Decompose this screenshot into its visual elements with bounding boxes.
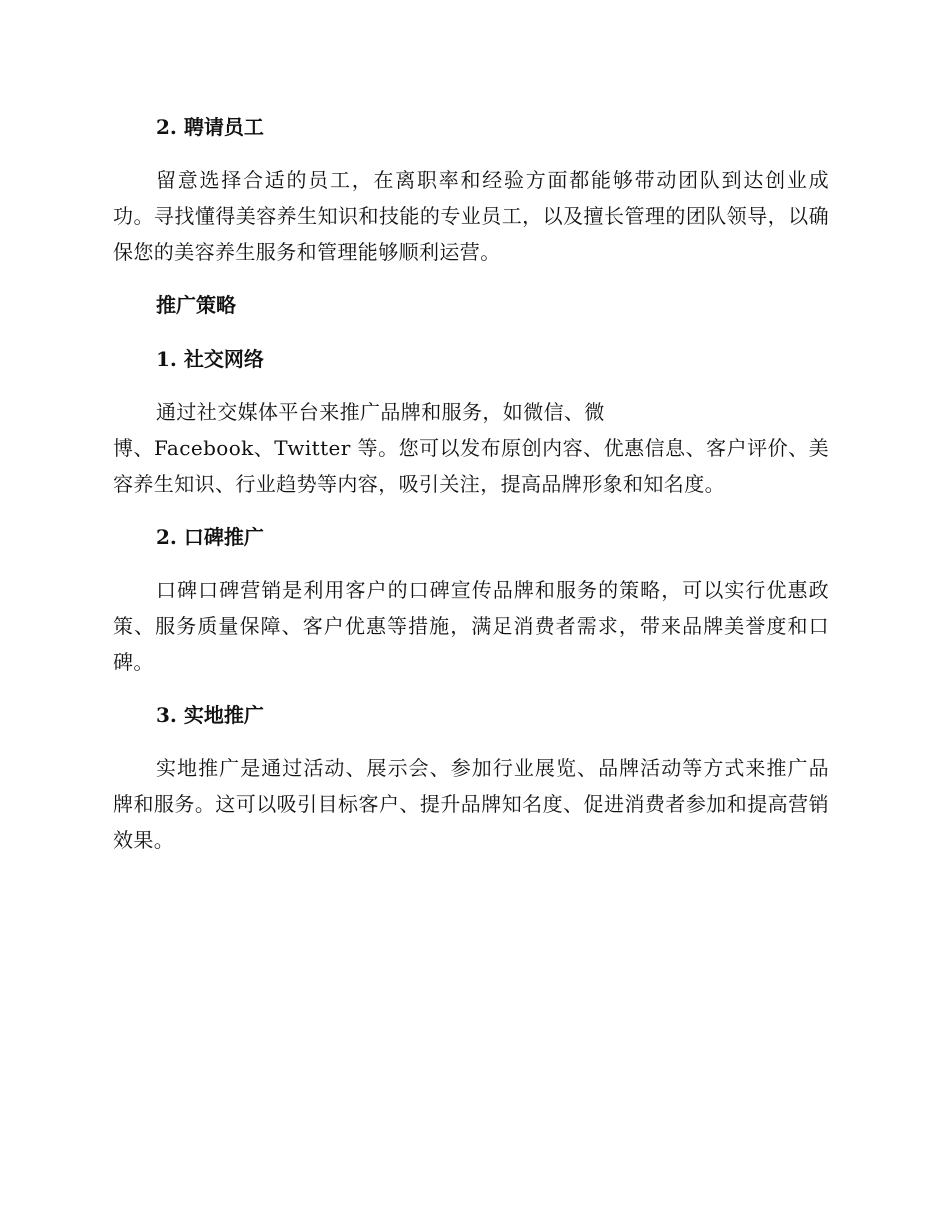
- document-body: [113, 110, 829, 858]
- paragraph-social-network: [113, 394, 829, 502]
- paragraph-hire-staff: 留意选择合适的员工，在离职率和经验方面都能够带动团队到达创业成功。寻找懂得美容养生知识和技能的专业员工，以及擅长管理的团队领导，以确保您的美容养生服务和管理能够顺利运营。: [113, 168, 829, 264]
- paragraph-social-network-rest: 博、Facebook、Twitter 等。您可以发布原创内容、优惠信息、客户评价、美容养生知识、行业趋势等内容，吸引关注，提高品牌形象和知名度。: [113, 436, 829, 496]
- paragraph-word-of-mouth: 口碑口碑营销是利用客户的口碑宣传品牌和服务的策略，可以实行优惠政策、服务质量保障、客户优惠等措施，满足消费者需求，带来品牌美誉度和口碑。: [113, 578, 829, 674]
- heading-word-of-mouth: 2. 口碑推广: [156, 525, 264, 549]
- paragraph-social-network-line1: 通过社交媒体平台来推广品牌和服务，如微信、微: [156, 400, 605, 424]
- heading-social-network: 1. 社交网络: [156, 347, 264, 371]
- paragraph-onsite-promotion: 实地推广是通过活动、展示会、参加行业展览、品牌活动等方式来推广品牌和服务。这可以吸引目标客户、提升品牌知名度、促进消费者参加和提高营销效果。: [113, 756, 829, 852]
- heading-onsite-promotion: 3. 实地推广: [156, 703, 264, 727]
- heading-promotion-strategy: 推广策略: [156, 293, 236, 317]
- heading-hire-staff: 2. 聘请员工: [156, 115, 264, 139]
